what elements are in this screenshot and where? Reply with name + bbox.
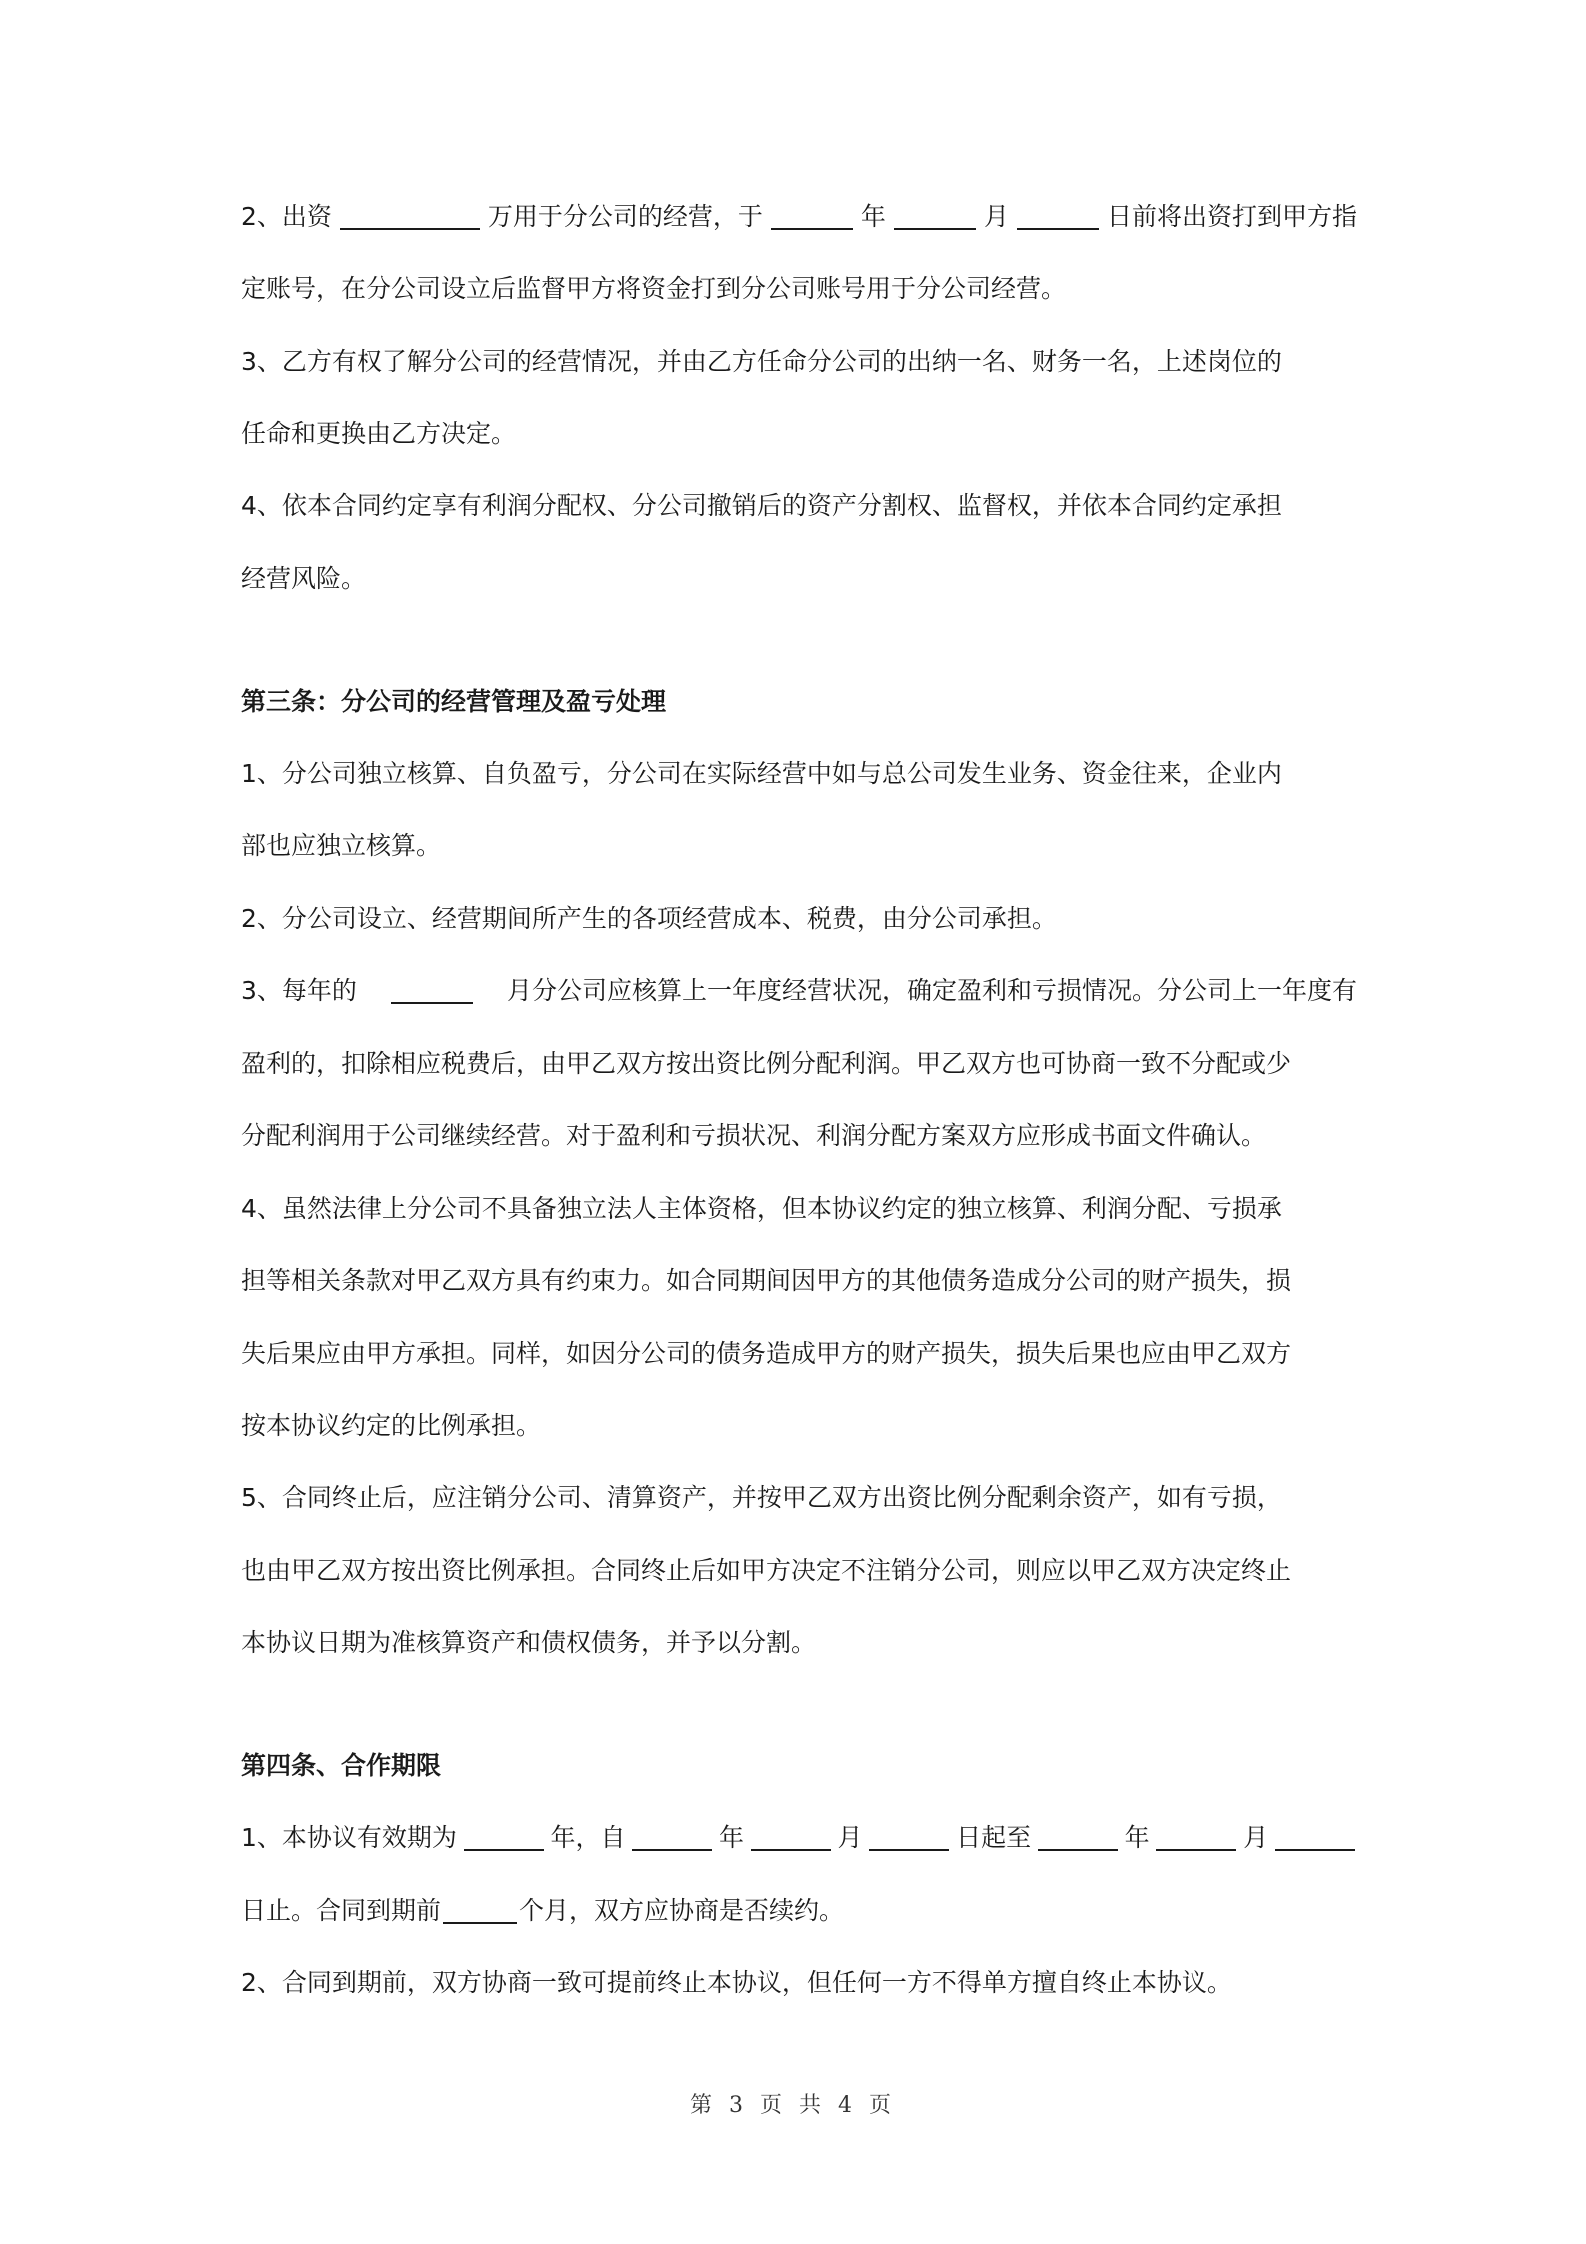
section-4-heading: 第四条、合作期限 (241, 1751, 442, 1780)
end-month-blank (1156, 1825, 1236, 1851)
start-month-blank (751, 1825, 831, 1851)
s2-item4-line2: 经营风险。 (241, 564, 367, 593)
text: 2、出资 (241, 202, 332, 231)
text: 3、每年的 (241, 976, 357, 1005)
s3-item3-line1 (241, 963, 1357, 1019)
years-blank (464, 1825, 544, 1851)
s3-item5-line3: 本协议日期为准核算资产和债权债务，并予以分割。 (241, 1628, 817, 1657)
text: 年，自 (550, 1823, 626, 1852)
s3-item3-line2: 盈利的，扣除相应税费后，由甲乙双方按出资比例分配利润。甲乙双方也可协商一致不分配或少 (241, 1049, 1292, 1078)
text: 日止。合同到期前 (241, 1896, 442, 1925)
s3-item4-line3: 失后果应由甲方承担。同样，如因分公司的债务造成甲方的财产损失，损失后果也应由甲乙双方 (241, 1339, 1292, 1368)
text: 个月，双方应协商是否续约。 (519, 1896, 845, 1925)
s4-item1-line1 (241, 1810, 1357, 1866)
text: 年 (1124, 1823, 1150, 1852)
end-year-blank (1038, 1825, 1118, 1851)
text: 月 (983, 202, 1009, 231)
s4-item1-line2 (241, 1883, 1357, 1939)
text: 1、本协议有效期为 (241, 1823, 457, 1852)
year-blank (771, 204, 853, 230)
s2-item3-line2: 任命和更换由乙方决定。 (241, 419, 517, 448)
s3-item4-line2: 担等相关条款对甲乙双方具有约束力。如合同期间因甲方的其他债务造成分公司的财产损失，损 (241, 1266, 1292, 1295)
text: 日前将出资打到甲方指 (1106, 202, 1357, 231)
text: 日起至 (956, 1823, 1032, 1852)
s4-item2: 2、合同到期前，双方协商一致可提前终止本协议，但任何一方不得单方擅自终止本协议。 (241, 1968, 1232, 1997)
page-footer: 第 3 页 共 4 页 (690, 2093, 896, 2118)
text: 月 (1243, 1823, 1269, 1852)
s3-item4-line4: 按本协议约定的比例承担。 (241, 1411, 542, 1440)
text: 月分公司应核算上一年度经营状况，确定盈利和亏损情况。分公司上一年度有 (506, 976, 1357, 1005)
start-year-blank (632, 1825, 712, 1851)
s2-item2-line1 (241, 189, 1357, 245)
s3-item5-line1: 5、合同终止后，应注销分公司、清算资产，并按甲乙双方出资比例分配剩余资产，如有亏损， (241, 1483, 1282, 1512)
amount-blank (340, 204, 480, 230)
s2-item2-line2: 定账号，在分公司设立后监督甲方将资金打到分公司账号用于分公司经营。 (241, 274, 1067, 303)
s3-item2: 2、分公司设立、经营期间所产生的各项经营成本、税费，由分公司承担。 (241, 904, 1057, 933)
s3-item3-line3: 分配利润用于公司继续经营。对于盈利和亏损状况、利润分配方案双方应形成书面文件确认。 (241, 1121, 1267, 1150)
s2-item3-line1: 3、乙方有权了解分公司的经营情况，并由乙方任命分公司的出纳一名、财务一名，上述岗位的 (241, 347, 1282, 376)
text: 年 (719, 1823, 745, 1852)
months-blank (443, 1898, 517, 1924)
section-3-heading: 第三条：分公司的经营管理及盈亏处理 (241, 687, 667, 716)
text: 年 (860, 202, 886, 231)
text: 万用于分公司的经营，于 (487, 202, 763, 231)
s2-item4-line1: 4、依本合同约定享有利润分配权、分公司撤销后的资产分割权、监督权，并依本合同约定承担 (241, 491, 1282, 520)
month-blank (391, 978, 473, 1004)
s3-item1-line2: 部也应独立核算。 (241, 831, 442, 860)
text: 月 (837, 1823, 863, 1852)
month-blank (894, 204, 976, 230)
s3-item1-line1: 1、分公司独立核算、自负盈亏，分公司在实际经营中如与总公司发生业务、资金往来，企业内 (241, 759, 1282, 788)
s3-item4-line1: 4、虽然法律上分公司不具备独立法人主体资格，但本协议约定的独立核算、利润分配、亏损承 (241, 1194, 1282, 1223)
start-day-blank (869, 1825, 949, 1851)
day-blank (1017, 204, 1099, 230)
s3-item5-line2: 也由甲乙双方按出资比例承担。合同终止后如甲方决定不注销分公司，则应以甲乙双方决定终止 (241, 1556, 1292, 1585)
end-day-blank (1275, 1825, 1355, 1851)
